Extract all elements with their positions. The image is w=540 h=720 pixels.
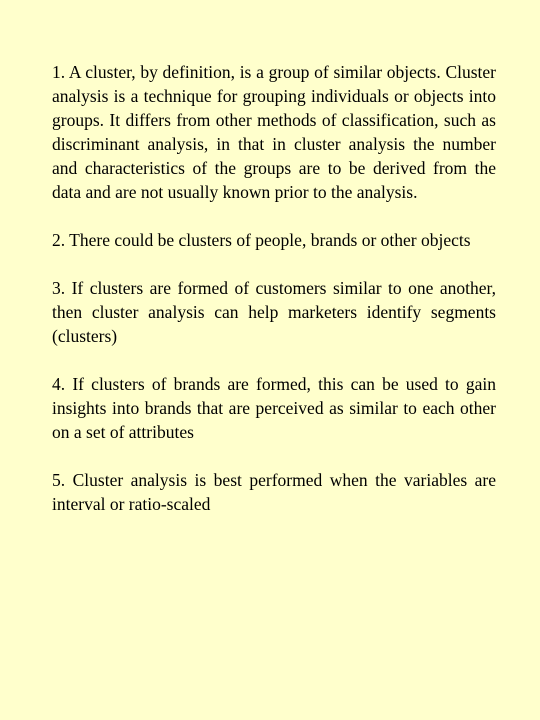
paragraph-definition: 1. A cluster, by definition, is a group of similar objects. Cluster analysis is a technique for grouping individuals or objects into groups. It differs from other methods of classification, such as discriminant analysis, in that in cluster analysis the number and characteristics of the groups are to be derived from the data and are not usually known prior to the analysis. — [52, 62, 496, 202]
paragraph-clusters-types: 2. There could be clusters of people, brands or other objects — [52, 230, 471, 250]
text-body — [52, 60, 496, 540]
paragraph-variable-scale: 5. Cluster analysis is best performed when the variables are interval or ratio-scaled — [52, 470, 496, 514]
paragraph-customer-segments: 3. If clusters are formed of customers similar to one another, then cluster analysis can help marketers identify segments (clusters) — [52, 278, 496, 346]
paragraph-brand-clusters: 4. If clusters of brands are formed, this can be used to gain insights into brands that are perceived as similar to each other on a set of attributes — [52, 374, 496, 442]
